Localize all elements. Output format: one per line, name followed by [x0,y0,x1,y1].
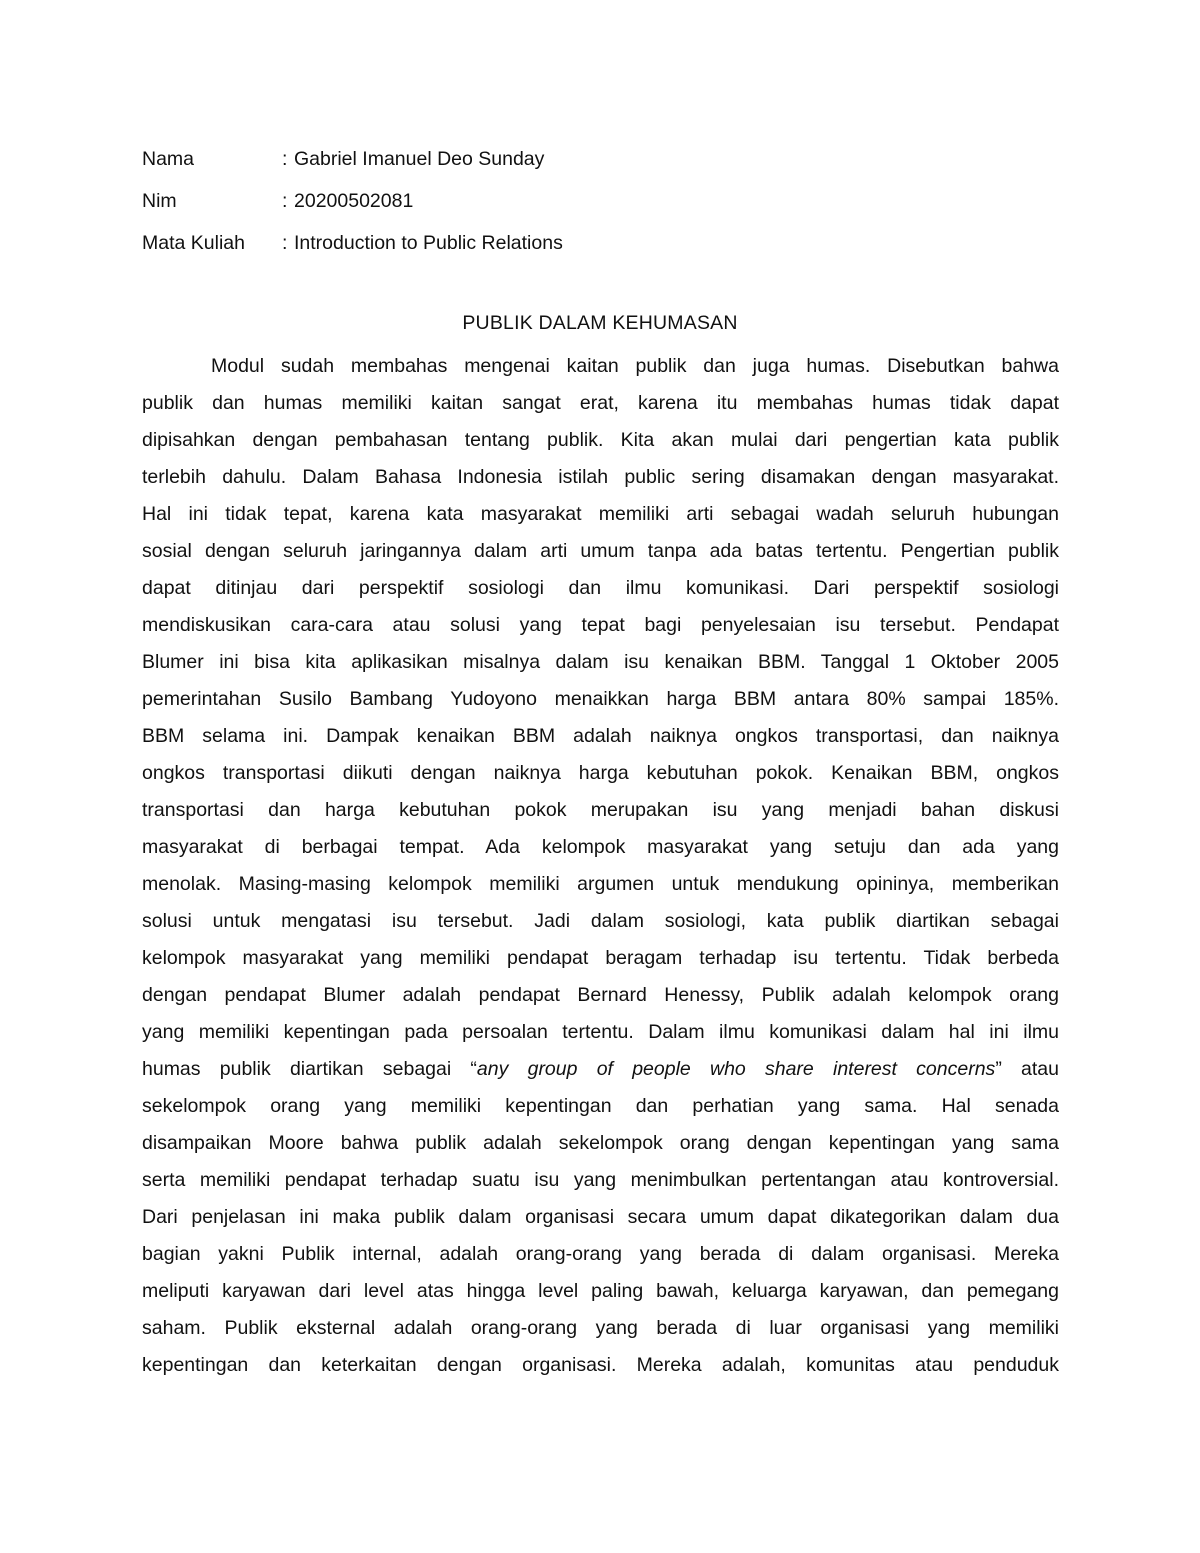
quote-before: humas publik diartikan sebagai “ [142,1058,477,1080]
body-line: dipisahkan dengan pembahasan tentang publik. Kita akan mulai dari pengertian kata publik [142,429,1059,451]
info-row-nama [142,138,842,180]
info-value: Gabriel Imanuel Deo Sunday [294,147,545,170]
info-separator: : [282,189,288,212]
body-line: ongkos transportasi diikuti dengan naiknya harga kebutuhan pokok. Kenaikan BBM, ongkos [142,762,1059,784]
body-line: transportasi dan harga kebutuhan pokok merupakan isu yang menjadi bahan diskusi [142,799,1059,821]
body-line: dapat ditinjau dari perspektif sosiologi dan ilmu komunikasi. Dari perspektif sosiologi [142,577,1059,599]
info-label: Nama [142,147,195,170]
student-info [142,138,842,264]
body-line: BBM selama ini. Dampak kenaikan BBM adalah naiknya ongkos transportasi, dan naiknya [142,725,1059,747]
document-title: PUBLIK DALAM KEHUMASAN [462,312,738,334]
body-line: menolak. Masing-masing kelompok memiliki argumen untuk mendukung opininya, memberikan [142,873,1059,895]
body-line-quote [142,1051,1059,1088]
body-line: pemerintahan Susilo Bambang Yudoyono menaikkan harga BBM antara 80% sampai 185%. [142,688,1059,710]
body-line: kelompok masyarakat yang memiliki pendapat beragam terhadap isu tertentu. Tidak berbeda [142,947,1059,969]
body-line: meliputi karyawan dari level atas hingga level paling bawah, keluarga karyawan, dan pemegang [142,1280,1059,1302]
quote-italic: any group of people who share interest concerns [476,1058,996,1080]
body-line: serta memiliki pendapat terhadap suatu isu yang menimbulkan pertentangan atau kontroversial. [142,1169,1059,1191]
body-line: terlebih dahulu. Dalam Bahasa Indonesia istilah public sering disamakan dengan masyarakat. [142,466,1059,488]
info-label: Nim [142,189,177,212]
quote-after: ” atau [995,1058,1059,1080]
info-label: Mata Kuliah [142,231,245,254]
info-separator: : [282,231,288,254]
body-line: Modul sudah membahas mengenai kaitan publik dan juga humas. Disebutkan bahwa [211,355,1059,377]
info-row-nim [142,180,842,222]
body-line: solusi untuk mengatasi isu tersebut. Jadi dalam sosiologi, kata publik diartikan sebagai [142,910,1059,932]
body-line: saham. Publik eksternal adalah orang-orang yang berada di luar organisasi yang memiliki [142,1317,1059,1339]
body-line: Hal ini tidak tepat, karena kata masyarakat memiliki arti sebagai wadah seluruh hubungan [142,503,1059,525]
info-value: 20200502081 [294,189,414,212]
body-line: Blumer ini bisa kita aplikasikan misalnya dalam isu kenaikan BBM. Tanggal 1 Oktober 2005 [142,651,1059,673]
info-value: Introduction to Public Relations [294,231,563,254]
body-line: Dari penjelasan ini maka publik dalam organisasi secara umum dapat dikategorikan dalam dua [142,1206,1059,1228]
info-row-mata-kuliah [142,222,842,264]
body-line: yang memiliki kepentingan pada persoalan tertentu. Dalam ilmu komunikasi dalam hal ini ilmu [142,1021,1059,1043]
body-line: masyarakat di berbagai tempat. Ada kelompok masyarakat yang setuju dan ada yang [142,836,1059,858]
body-line: dengan pendapat Blumer adalah pendapat Bernard Henessy, Publik adalah kelompok orang [142,984,1059,1006]
body-line: mendiskusikan cara-cara atau solusi yang tepat bagi penyelesaian isu tersebut. Pendapat [142,614,1059,636]
body-line: publik dan humas memiliki kaitan sangat erat, karena itu membahas humas tidak dapat [142,392,1059,414]
document-body [142,348,1059,1384]
body-line: sosial dengan seluruh jaringannya dalam arti umum tanpa ada batas tertentu. Pengertian publik [142,540,1059,562]
body-line: bagian yakni Publik internal, adalah orang-orang yang berada di dalam organisasi. Mereka [142,1243,1059,1265]
body-line: disampaikan Moore bahwa publik adalah sekelompok orang dengan kepentingan yang sama [142,1132,1059,1154]
body-line: kepentingan dan keterkaitan dengan organisasi. Mereka adalah, komunitas atau penduduk [142,1354,1059,1376]
body-line: sekelompok orang yang memiliki kepentingan dan perhatian yang sama. Hal senada [142,1095,1059,1117]
info-separator: : [282,147,288,170]
